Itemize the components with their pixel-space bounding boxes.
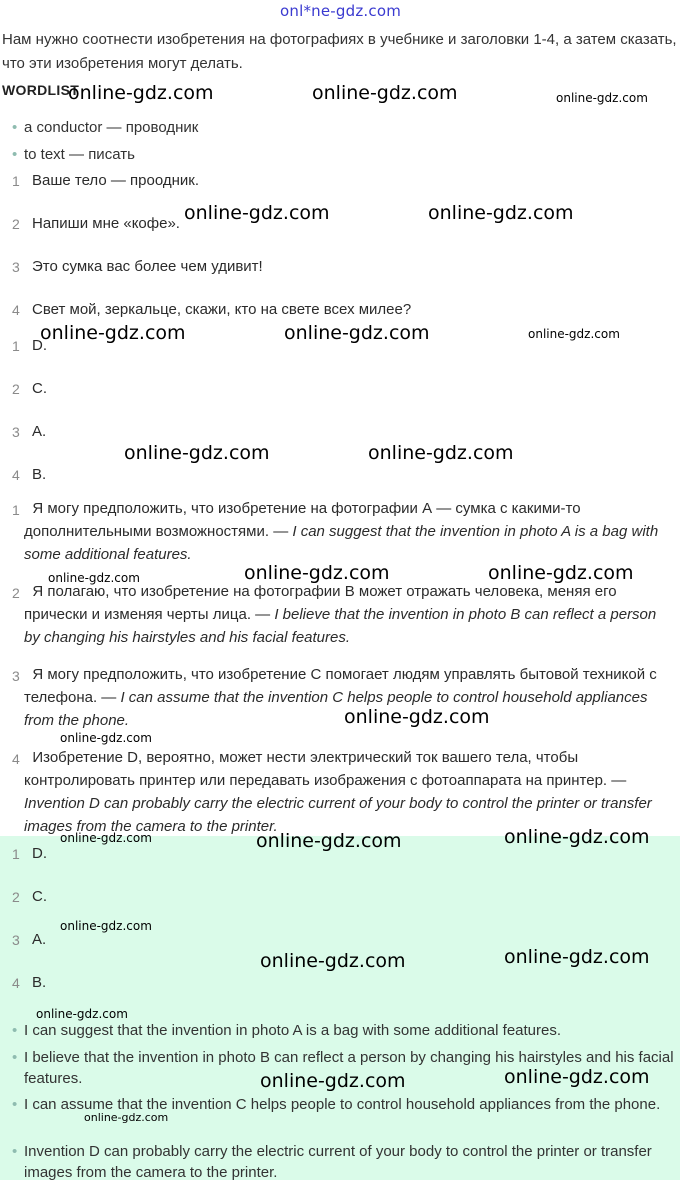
explanation-number: 2 [12,585,20,601]
explanation-number: 1 [12,502,20,518]
match-number: 2 [12,889,20,905]
explanation-number: 3 [12,668,20,684]
explanation-paragraph: Я полагаю, что изобретение на фотографии В может отражать человека, меняя его прически и изменяя черты лица. — I believe that the invention in photo B can reflect a person by changing his hairstyles and his facial features. [24,583,657,646]
watermark: online-gdz.com [68,82,214,104]
title-number: 3 [12,259,20,275]
match-number: 3 [12,424,20,440]
watermark-top: onl*ne-gdz.com [280,2,402,20]
match-letter: D. [32,337,47,354]
watermark: online-gdz.com [244,562,390,584]
match-number: 4 [12,975,20,991]
watermark: online-gdz.com [84,1111,169,1124]
answer-item: • Invention D can probably carry the electric current of your body to control the printer or transfer images from the camera to the printer. [12,1141,678,1183]
watermark: online-gdz.com [260,1070,406,1092]
match-number: 3 [12,932,20,948]
watermark: online-gdz.com [260,950,406,972]
title-text: Это сумка вас более чем удивит! [32,258,263,275]
watermark: online-gdz.com [40,322,186,344]
explanation-paragraph: Я могу предположить, что изобретение на фотографии А — сумка с какими-то дополнительными возможностями. — I can suggest that the invention in photo A is a bag with some additional features. [24,500,659,563]
wordlist-heading: WORDLIST [2,82,80,98]
watermark: online-gdz.com [60,731,152,745]
watermark: online-gdz.com [124,442,270,464]
match-number: 4 [12,467,20,483]
explanation-paragraph: Изобретение D, вероятно, может нести электрический ток вашего тела, чтобы контролировать принтер или передавать изображения с фотоаппарата на принтер. — Invention D can probably carry the electric current of your body to control the printer or transfer images from the camera to the printer. [24,749,652,835]
match-letter: C. [32,380,47,397]
watermark: online-gdz.com [184,202,330,224]
watermark: online-gdz.com [504,1066,650,1088]
watermark: online-gdz.com [368,442,514,464]
watermark: online-gdz.com [60,919,152,933]
watermark: online-gdz.com [312,82,458,104]
match-letter: A. [32,931,47,948]
watermark: online-gdz.com [256,830,402,852]
match-number: 2 [12,381,20,397]
watermark: online-gdz.com [528,327,620,341]
title-text: Ваше тело — проодник. [32,172,199,189]
match-number: 1 [12,846,20,862]
watermark: online-gdz.com [284,322,430,344]
title-number: 1 [12,173,20,189]
match-letter: B. [32,974,47,991]
watermark: online-gdz.com [428,202,574,224]
title-number: 2 [12,216,20,232]
watermark: online-gdz.com [504,946,650,968]
explanation-paragraph: Я могу предположить, что изобретение С помогает людям управлять бытовой техникой с телефона. — I can assume that the invention C helps people to control household appliances from the phone. [24,666,657,729]
watermark: online-gdz.com [344,706,490,728]
match-letter: B. [32,466,47,483]
watermark: online-gdz.com [36,1007,128,1021]
watermark: online-gdz.com [48,571,140,585]
wordlist-item: • to text — писать [12,144,678,165]
match-letter: D. [32,845,47,862]
match-letter: A. [32,423,47,440]
match-letter: C. [32,888,47,905]
wordlist-item: • a conductor — проводник [12,117,678,138]
title-number: 4 [12,302,20,318]
explanation-number: 4 [12,751,20,767]
match-number: 1 [12,338,20,354]
watermark: online-gdz.com [504,826,650,848]
answer-item: • I can suggest that the invention in photo A is a bag with some additional features. [12,1020,678,1041]
intro-text: Нам нужно соотнести изобретения на фотографиях в учебнике и заголовки 1-4, а затем сказать, что эти изобретения могут делать. [2,31,677,72]
answer-item: • I can assume that the invention C helps people to control household appliances from the phone. [12,1094,678,1115]
title-text: Напиши мне «кофе». [32,215,180,232]
watermark: online-gdz.com [60,831,152,845]
answer-item: • I believe that the invention in photo B can reflect a person by changing his hairstyles and his facial features. [12,1047,678,1089]
title-text: Свет мой, зеркальце, скажи, кто на свете всех милее? [32,301,412,318]
watermark: online-gdz.com [488,562,634,584]
watermark: online-gdz.com [556,91,648,105]
